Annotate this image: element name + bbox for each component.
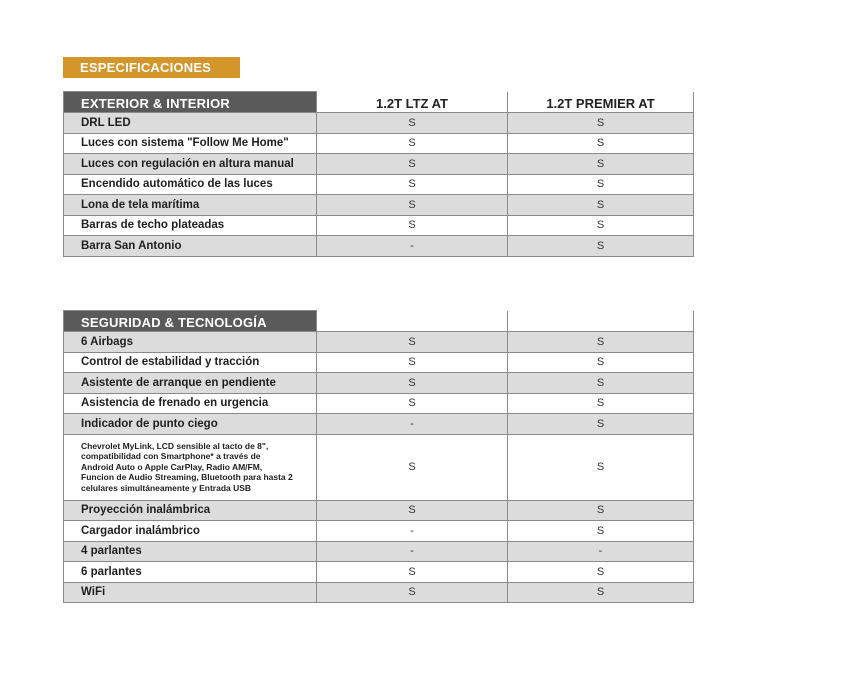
ltz-value: S (317, 195, 508, 216)
feature-label: Proyección inalámbrica (64, 500, 317, 521)
feature-label: Control de estabilidad y tracción (64, 352, 317, 373)
ltz-value: S (317, 434, 508, 500)
premier-value: S (508, 133, 694, 154)
table-header-row (64, 311, 694, 332)
table-row (64, 215, 694, 236)
section-title-exterior: EXTERIOR & INTERIOR (64, 92, 317, 113)
feature-label: WiFi (64, 582, 317, 603)
table-row (64, 195, 694, 216)
premier-value: S (508, 414, 694, 435)
ltz-value: S (317, 393, 508, 414)
feature-label: Cargador inalámbrico (64, 521, 317, 542)
table-row (64, 236, 694, 257)
table-row (64, 154, 694, 175)
premier-value: S (508, 582, 694, 603)
ltz-value: S (317, 582, 508, 603)
page-title: ESPECIFICACIONES (63, 57, 240, 78)
premier-value: S (508, 236, 694, 257)
exterior-interior-table (63, 91, 694, 257)
model-header-ltz: 1.2T LTZ AT (317, 92, 508, 113)
feature-label: 4 parlantes (64, 541, 317, 562)
premier-value: - (508, 541, 694, 562)
section-title-seguridad: SEGURIDAD & TECNOLOGÍA (64, 311, 317, 332)
table-row (64, 332, 694, 353)
model-header-empty (317, 311, 508, 332)
table-row (64, 434, 694, 500)
ltz-value: S (317, 500, 508, 521)
premier-value: S (508, 215, 694, 236)
ltz-value: - (317, 521, 508, 542)
ltz-value: S (317, 154, 508, 175)
table-row (64, 521, 694, 542)
model-header-empty (508, 311, 694, 332)
premier-value: S (508, 352, 694, 373)
ltz-value: S (317, 352, 508, 373)
table-row (64, 113, 694, 134)
premier-value: S (508, 393, 694, 414)
ltz-value: S (317, 215, 508, 236)
table-row (64, 414, 694, 435)
premier-value: S (508, 373, 694, 394)
feature-label: 6 Airbags (64, 332, 317, 353)
ltz-value: S (317, 174, 508, 195)
premier-value: S (508, 113, 694, 134)
table-row (64, 541, 694, 562)
ltz-value: - (317, 414, 508, 435)
feature-label: 6 parlantes (64, 562, 317, 583)
table-row (64, 133, 694, 154)
ltz-value: S (317, 332, 508, 353)
feature-label: Asistencia de frenado en urgencia (64, 393, 317, 414)
seguridad-tecnologia-table (63, 310, 694, 603)
ltz-value: - (317, 236, 508, 257)
table-row (64, 373, 694, 394)
premier-value: S (508, 500, 694, 521)
feature-label: Asistente de arranque en pendiente (64, 373, 317, 394)
table-row (64, 562, 694, 583)
feature-label: Barras de techo plateadas (64, 215, 317, 236)
table-row (64, 174, 694, 195)
feature-label: Encendido automático de las luces (64, 174, 317, 195)
feature-label: Luces con sistema "Follow Me Home" (64, 133, 317, 154)
model-header-premier: 1.2T PREMIER AT (508, 92, 694, 113)
ltz-value: S (317, 133, 508, 154)
table-row (64, 500, 694, 521)
premier-value: S (508, 562, 694, 583)
table-row (64, 582, 694, 603)
table-row (64, 393, 694, 414)
ltz-value: S (317, 562, 508, 583)
ltz-value: S (317, 373, 508, 394)
table-header-row (64, 92, 694, 113)
premier-value: S (508, 174, 694, 195)
feature-label: Lona de tela marítima (64, 195, 317, 216)
premier-value: S (508, 195, 694, 216)
premier-value: S (508, 434, 694, 500)
premier-value: S (508, 521, 694, 542)
premier-value: S (508, 154, 694, 175)
feature-label: Barra San Antonio (64, 236, 317, 257)
feature-label: Luces con regulación en altura manual (64, 154, 317, 175)
feature-label: Indicador de punto ciego (64, 414, 317, 435)
ltz-value: - (317, 541, 508, 562)
feature-label: DRL LED (64, 113, 317, 134)
ltz-value: S (317, 113, 508, 134)
table-row (64, 352, 694, 373)
feature-label: Chevrolet MyLink, LCD sensible al tacto de 8", compatibilidad con Smartphone* a través de Android Auto o Apple CarPlay, Radio AM/FM, Funcion de Audio Streaming, Bluetooth para hasta 2 celulares simultáneamente y Entrada USB (64, 434, 317, 500)
premier-value: S (508, 332, 694, 353)
